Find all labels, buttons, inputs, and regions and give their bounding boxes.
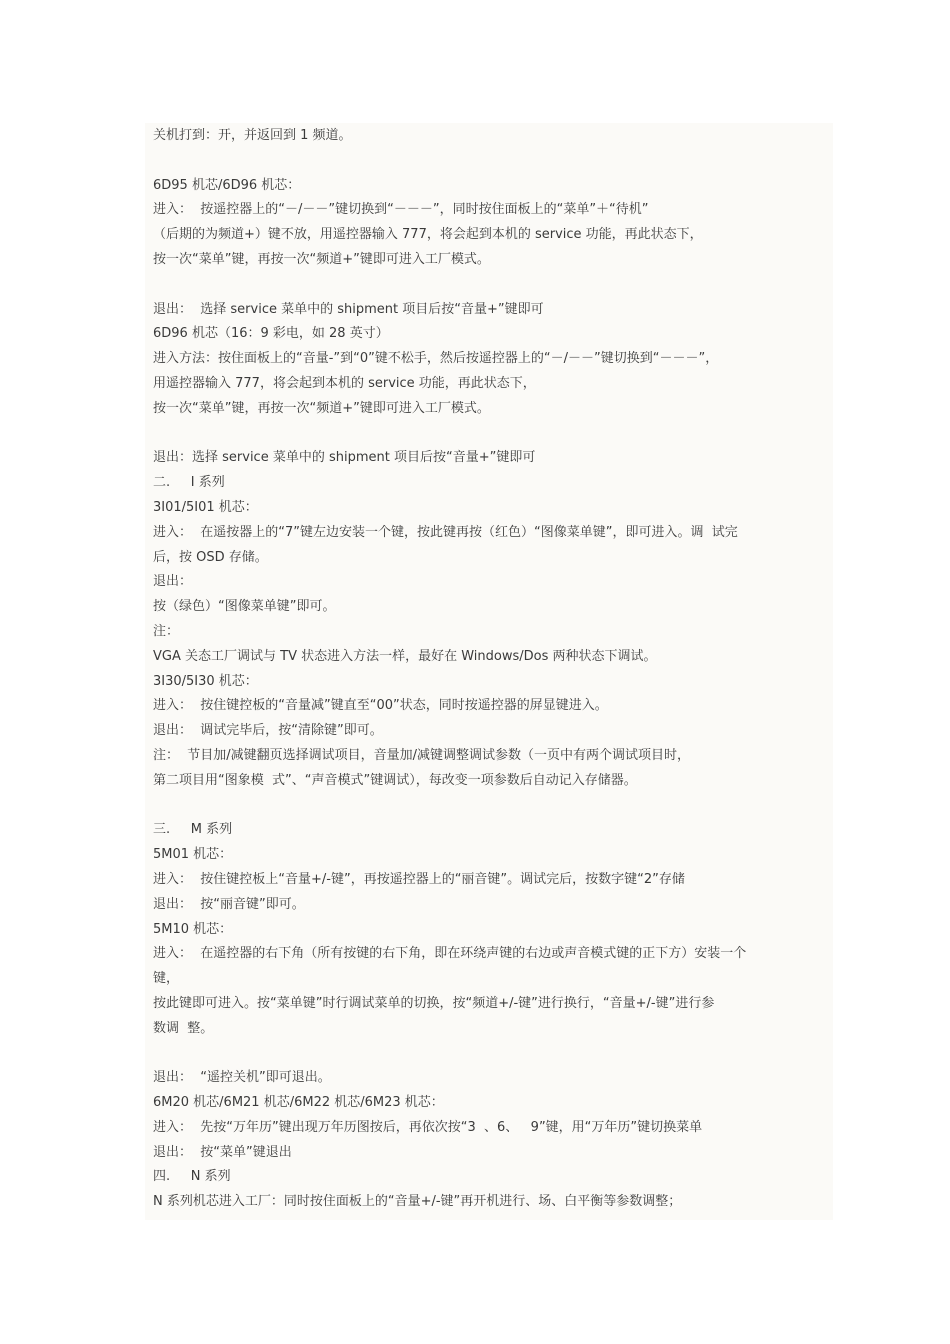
text-line: 注： 节目加/减键翻页选择调试项目，音量加/减键调整调试参数（一页中有两个调试项目时， — [153, 747, 691, 763]
text-line: 退出：选择 service 菜单中的 shipment 项目后按“音量+”键即可 — [153, 450, 536, 466]
text-line: 进入： 按遥控器上的“－/－－”键切换到“－－－”，同时按住面板上的“菜单”＋“待机” — [153, 202, 649, 218]
text-line: 按一次“菜单”键，再按一次“频道+”键即可进入工厂模式。 — [153, 251, 490, 267]
blank-line — [153, 273, 833, 298]
text-line: 3I01/5I01 机芯： — [153, 499, 258, 515]
blank-line — [153, 794, 833, 819]
text-line: 退出： “遥控关机”即可退出。 — [153, 1070, 331, 1086]
text-line: 退出： 调试完毕后，按“清除键”即可。 — [153, 723, 383, 739]
text-line: 6D95 机芯/6D96 机芯： — [153, 177, 301, 193]
text-line: 进入方法：按住面板上的“音量-”到“0”键不松手，然后按遥控器上的“－/－－”键切换到“－－－”， — [153, 351, 719, 367]
text-line: 注： — [153, 623, 180, 639]
text-line: 进入： 在遥控器的右下角（所有按键的右下角，即在环绕声键的右边或声音模式键的正下方）安装一个 — [153, 946, 747, 962]
blank-line — [153, 422, 833, 447]
text-line: 用遥控器输入 777，将会起到本机的 service 功能，再此状态下， — [153, 375, 536, 391]
text-line: 退出： — [153, 574, 193, 590]
text-line: 进入： 在遥按器上的“7”键左边安装一个键，按此键再按（红色）“图像菜单键”，即可进入。调 试完 — [153, 524, 738, 540]
text-line: 退出： 按“丽音键”即可。 — [153, 896, 305, 912]
text-line: 键， — [153, 971, 180, 987]
text-line: 数调 整。 — [153, 1020, 214, 1036]
text-line: 二. I 系列 — [153, 475, 225, 491]
blank-line — [153, 149, 833, 174]
text-line: 第二项目用“图象模 式”、“声音模式”键调试），每改变一项参数后自动记入存储器。 — [153, 772, 637, 788]
text-line: 三. M 系列 — [153, 822, 233, 838]
text-line: 关机打到：开，并返回到 1 频道。 — [153, 128, 352, 143]
text-line: 6D96 机芯（16：9 彩电，如 28 英寸） — [153, 326, 389, 342]
text-line: 退出： 按“菜单”键退出 — [153, 1144, 292, 1160]
text-line: 退出： 选择 service 菜单中的 shipment 项目后按“音量+”键即可 — [153, 301, 544, 317]
text-line: N 系列机芯进入工厂：同时按住面板上的“音量+/-键”再开机进行、场、白平衡等参数调整； — [153, 1194, 682, 1210]
text-line: 进入： 按住键控板上“音量+/-键”，再按遥控器上的“丽音键”。调试完后，按数字键“2”存储 — [153, 871, 685, 887]
text-line: 5M01 机芯： — [153, 847, 233, 863]
text-line: 按（绿色）“图像菜单键”即可。 — [153, 599, 336, 615]
text-line: VGA 关态工厂调试与 TV 状态进入方法一样，最好在 Windows/Dos 两种状态下调试。 — [153, 648, 657, 664]
text-line: 进入： 先按“万年历”键出现万年历图按后，再依次按“3 、6、 9”键，用“万年历”键切换菜单 — [153, 1119, 703, 1135]
text-line: 3I30/5I30 机芯： — [153, 673, 258, 689]
text-line: 6M20 机芯/6M21 机芯/6M22 机芯/6M23 机芯： — [153, 1095, 444, 1111]
text-line: （后期的为频道+）键不放，用遥控器输入 777，将会起到本机的 service 功能，再此状态下， — [153, 227, 703, 243]
document-text-body — [153, 124, 833, 1215]
text-line: 后，按 OSD 存储。 — [153, 549, 268, 565]
blank-line — [153, 1041, 833, 1066]
text-line: 按一次“菜单”键，再按一次“频道+”键即可进入工厂模式。 — [153, 400, 490, 416]
text-line: 四. N 系列 — [153, 1169, 231, 1185]
text-line: 5M10 机芯： — [153, 921, 233, 937]
text-line: 按此键即可进入。按“菜单键”时行调试菜单的切换，按“频道+/-键”进行换行，“音量+/-键”进行参 — [153, 995, 715, 1011]
text-line: 进入： 按住键控板的“音量减”键直至“00”状态，同时按遥控器的屏显键进入。 — [153, 698, 608, 714]
